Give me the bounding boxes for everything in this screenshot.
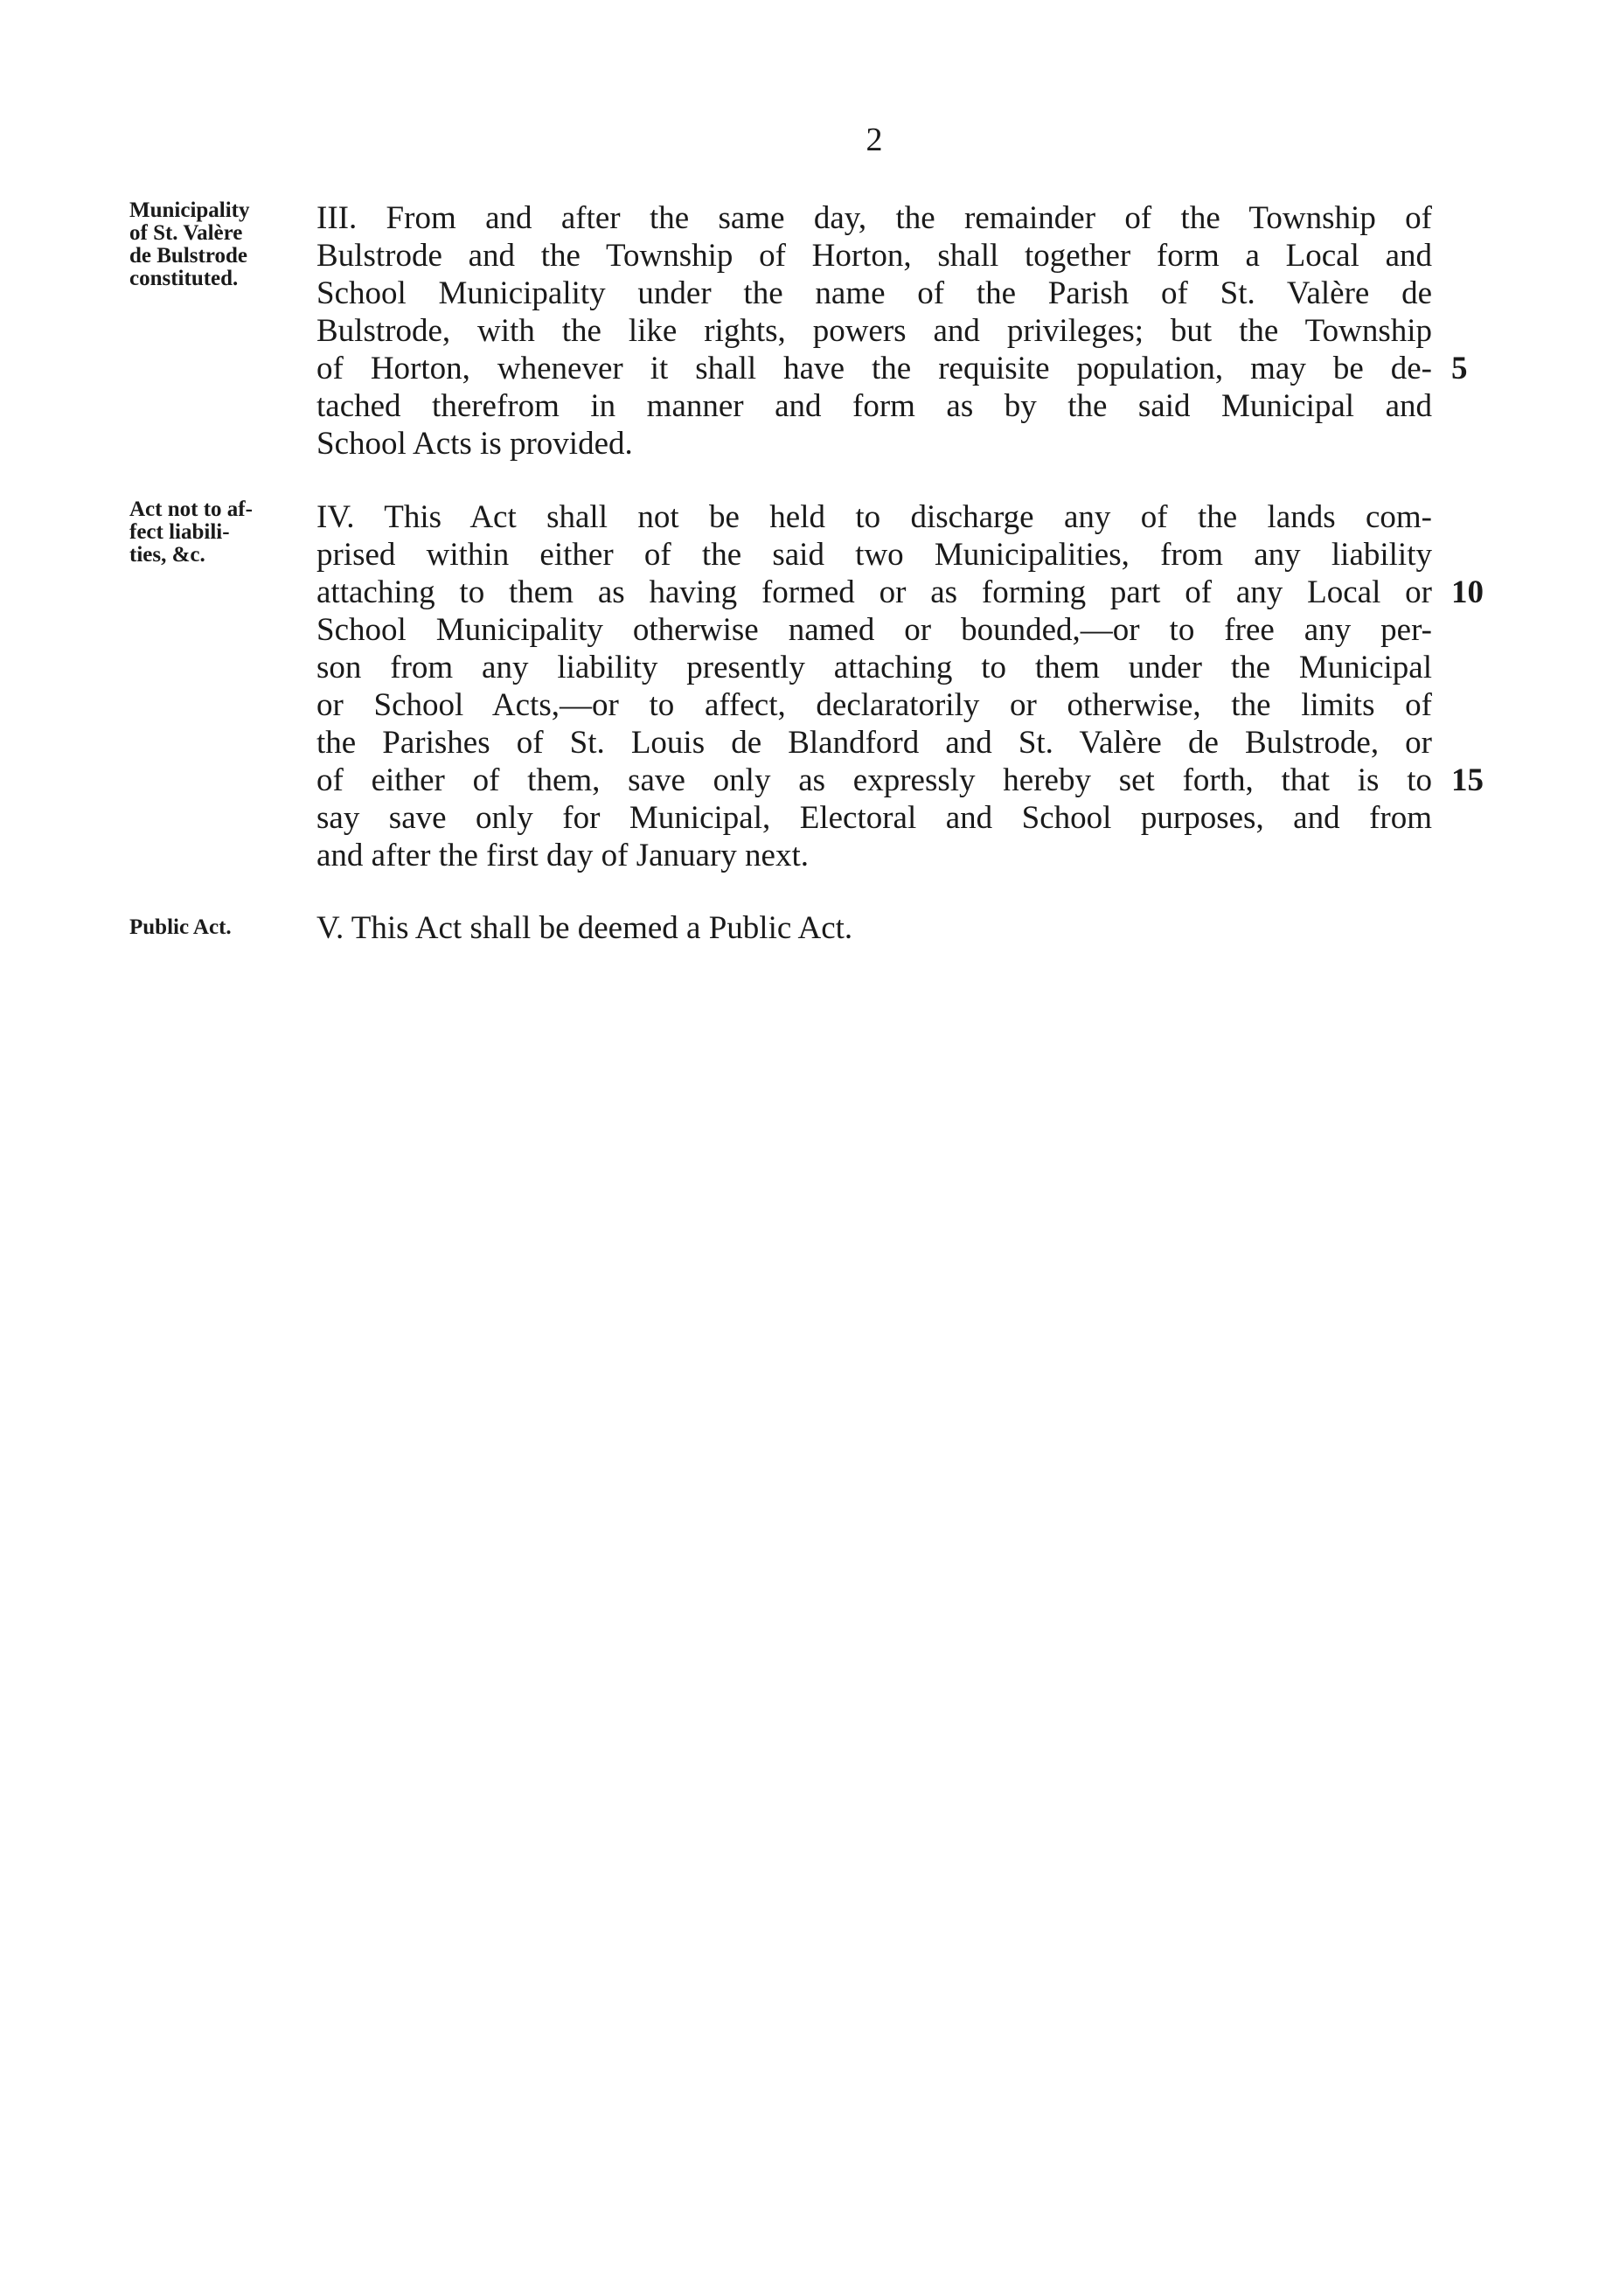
text-line: School Municipality under the name of the Parish of St. Valère de — [316, 275, 1432, 311]
section-body — [316, 498, 1432, 874]
text-line: the Parishes of St. Louis de Blandford and St. Valère de Bulstrode, or — [316, 725, 1432, 761]
text-line: and after the first day of January next. — [316, 838, 810, 873]
section-body — [316, 199, 1432, 463]
text-line: or School Acts,—or to affect, declaratorily or otherwise, the limits of — [316, 687, 1432, 723]
line-number: 15 — [1451, 762, 1484, 798]
text-line: Bulstrode and the Township of Horton, shall together form a Local and — [316, 238, 1432, 274]
margin-note: Municipality of St. Valère de Bulstrode constituted. — [129, 198, 250, 290]
text-line: prised within either of the said two Municipalities, from any liability — [316, 537, 1432, 573]
margin-note: Public Act. — [129, 915, 232, 939]
text-line: IV. This Act shall not be held to discharge any of the lands com- — [316, 499, 1432, 535]
margin-note: Act not to af- fect liabili- ties, &c. — [129, 497, 253, 567]
text-line: School Acts is provided. — [316, 426, 633, 462]
text-line: of Horton, whenever it shall have the requisite population, may be de- — [316, 351, 1432, 386]
text-line: School Municipality otherwise named or bounded,—or to free any per- — [316, 612, 1432, 648]
text-line: attaching to them as having formed or as forming part of any Local or — [316, 574, 1432, 610]
line-number: 10 — [1451, 574, 1484, 610]
text-line: Bulstrode, with the like rights, powers and privileges; but the Township — [316, 313, 1432, 349]
line-number: 5 — [1451, 351, 1468, 386]
text-line: V. This Act shall be deemed a Public Act. — [316, 910, 853, 946]
text-line: son from any liability presently attaching to them under the Municipal — [316, 650, 1432, 685]
text-line: tached therefrom in manner and form as by the said Municipal and — [316, 388, 1432, 424]
text-line: III. From and after the same day, the remainder of the Township of — [316, 200, 1432, 236]
section-body — [316, 909, 1432, 947]
text-line: say save only for Municipal, Electoral and School purposes, and from — [316, 800, 1432, 836]
page-number: 2 — [866, 122, 883, 158]
text-line: of either of them, save only as expressly hereby set forth, that is to — [316, 762, 1432, 798]
